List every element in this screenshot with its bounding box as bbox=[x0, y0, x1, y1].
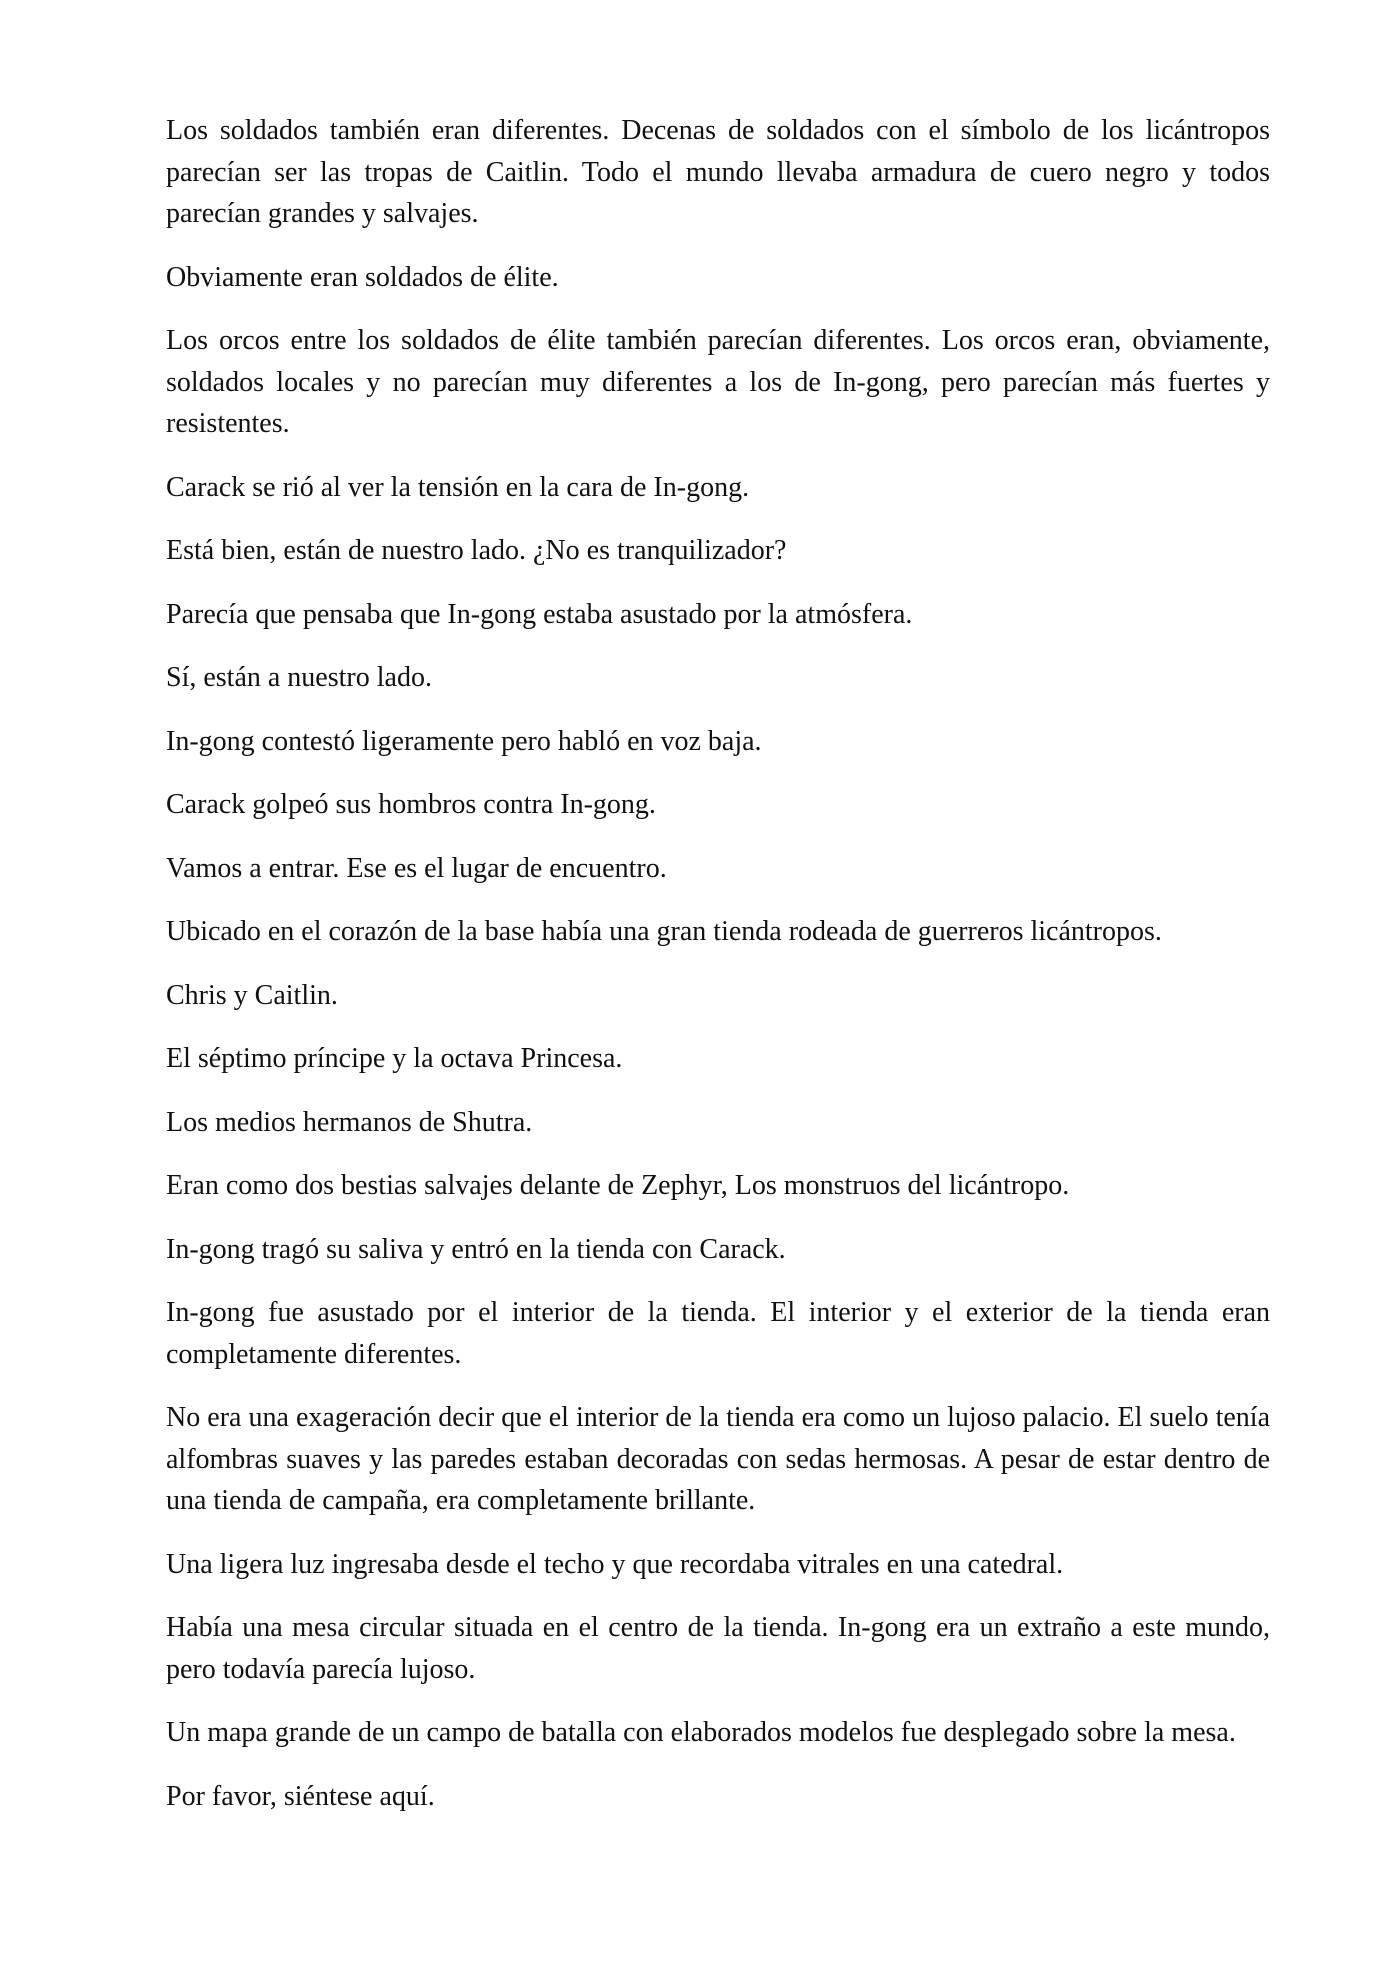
paragraph-18: No era una exageración decir que el interior de la tienda era como un lujoso palacio. El suelo tenía alfombras suaves y las paredes estaban decoradas con sedas hermosas. A pesar de estar dentro de una tienda de campaña, era completamente brillante. bbox=[166, 1402, 1270, 1516]
paragraph-6: Parecía que pensaba que In-gong estaba asustado por la atmósfera. bbox=[166, 598, 913, 630]
paragraph-19: Una ligera luz ingresaba desde el techo y que recordaba vitrales en una catedral. bbox=[166, 1548, 1064, 1580]
paragraph-14: Los medios hermanos de Shutra. bbox=[166, 1106, 533, 1138]
paragraph-13: El séptimo príncipe y la octava Princesa. bbox=[166, 1043, 623, 1074]
paragraph-10: Vamos a entrar. Ese es el lugar de encuentro. bbox=[166, 852, 667, 884]
paragraph-15: Eran como dos bestias salvajes delante de Zephyr, Los monstruos del licántropo. bbox=[166, 1170, 1070, 1201]
paragraph-17: In-gong fue asustado por el interior de la tienda. El interior y el exterior de la tienda eran completamente diferentes. bbox=[166, 1297, 1270, 1370]
paragraph-3: Los orcos entre los soldados de élite también parecían diferentes. Los orcos eran, obviamente, soldados locales y no parecían muy diferentes a los de In-gong, pero parecían más fuertes y resistentes. bbox=[166, 325, 1270, 439]
document-page bbox=[166, 110, 1270, 1839]
paragraph-1: Los soldados también eran diferentes. Decenas de soldados con el símbolo de los licántropos parecían ser las tropas de Caitlin. Todo el mundo llevaba armadura de cuero negro y todos parecían grandes y salvajes. bbox=[166, 115, 1270, 229]
paragraph-20: Había una mesa circular situada en el centro de la tienda. In-gong era un extraño a este mundo, pero todavía parecía lujoso. bbox=[166, 1612, 1270, 1685]
paragraph-16: In-gong tragó su saliva y entró en la tienda con Carack. bbox=[166, 1233, 786, 1265]
paragraph-4: Carack se rió al ver la tensión en la cara de In-gong. bbox=[166, 471, 750, 503]
paragraph-22: Por favor, siéntese aquí. bbox=[166, 1780, 435, 1812]
paragraph-7: Sí, están a nuestro lado. bbox=[166, 662, 432, 693]
paragraph-11: Ubicado en el corazón de la base había una gran tienda rodeada de guerreros licántropos. bbox=[166, 916, 1162, 947]
paragraph-21: Un mapa grande de un campo de batalla con elaborados modelos fue desplegado sobre la mesa. bbox=[166, 1717, 1236, 1748]
paragraph-2: Obviamente eran soldados de élite. bbox=[166, 261, 559, 293]
paragraph-5: Está bien, están de nuestro lado. ¿No es tranquilizador? bbox=[166, 535, 787, 566]
paragraph-8: In-gong contestó ligeramente pero habló en voz baja. bbox=[166, 725, 762, 757]
paragraph-9: Carack golpeó sus hombros contra In-gong. bbox=[166, 789, 656, 820]
paragraph-12: Chris y Caitlin. bbox=[166, 979, 338, 1011]
